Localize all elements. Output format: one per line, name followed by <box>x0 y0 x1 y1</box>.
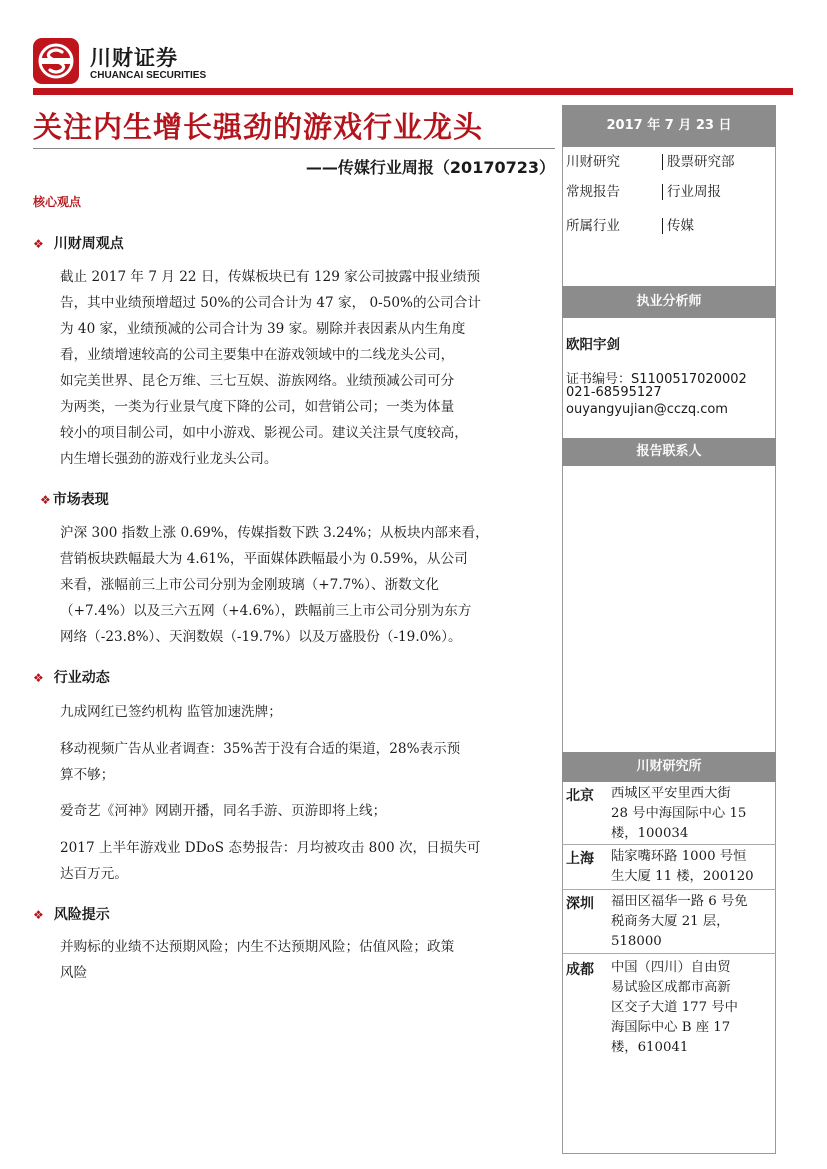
diamond-bullet-icon: ❖ <box>33 237 44 251</box>
core-view-label: 核心观点 <box>33 195 82 209</box>
office-city-chengdu: 成都 <box>566 962 594 978</box>
meta-row-report-type: 常规报告 行业周报 <box>566 184 721 200</box>
header-red-bar <box>33 88 793 95</box>
title-divider <box>33 148 555 149</box>
report-title: 关注内生增长强劲的游戏行业龙头 <box>33 110 484 144</box>
office-city-shenzhen: 深圳 <box>566 896 594 912</box>
analyst-email[interactable]: ouyangyujian@cczq.com <box>566 402 728 417</box>
office-divider <box>562 844 776 845</box>
paragraph-weekly-view: 截止 2017 年 7 月 22 日，传媒板块已有 129 家公司披露中报业绩预 告，其中业绩预增超过 50%的公司合计为 47 家， 0-50%的公司合计 为 40 家，业绩预减的公司合计为 39 家。剔除并表因素从内生角度 看，业绩增速较高的公司主要集中在游戏领域中的二线龙头公司， 如完美世界、昆仑万维、三七互娱、游族网络。业绩预减公司可分 为两类，一类为行业景气度下降的公司，如营销公司；一类为体量 较小的项目制公司，如中小游戏、影视公司。建议关注景气度较高， 内生增长强劲的游戏行业龙头公司。 <box>60 269 481 467</box>
analyst-phone: 021-68595127 <box>566 385 662 400</box>
office-address-chengdu: 中国（四川）自由贸 易试验区成都市高新 区交子大道 177 号中 海国际中心 B 座 17 楼，610041 <box>611 960 738 1055</box>
office-address-shenzhen: 福田区福华一路 6 号免 税商务大厦 21 层， 518000 <box>611 894 748 949</box>
section-heading-weekly-view: ❖ 川财周观点 <box>33 236 124 252</box>
diamond-bullet-icon: ❖ <box>33 671 44 685</box>
section-heading-risk: ❖ 风险提示 <box>33 907 110 923</box>
report-date-band: 2017 年 7 月 23 日 <box>562 105 776 147</box>
diamond-bullet-icon: ❖ <box>40 493 51 507</box>
news-item: 九成网红已签约机构 监管加速洗牌； <box>60 704 282 720</box>
news-item: 爱奇艺《河神》网剧开播，同名手游、页游即将上线； <box>60 803 387 819</box>
paragraph-market: 沪深 300 指数上涨 0.69%，传媒指数下跌 3.24%；从板块内部来看， 营销板块跌幅最大为 4.61%，平面媒体跌幅最小为 0.59%，从公司 来看，涨幅前三上市公司分别为金刚玻璃（+7.7%）、浙数文化 （+7.4%）以及三六五网（+4.6%），跌幅前三上市公司分别为东方 网络（-23.8%）、天润数娱（-19.7%）以及万盛股份（-19.0%）。 <box>60 525 489 645</box>
meta-row-industry: 所属行业 传媒 <box>566 218 694 234</box>
paragraph-risk: 并购标的业绩不达预期风险；内生不达预期风险；估值风险；政策 风险 <box>60 939 455 981</box>
news-item: 2017 上半年游戏业 DDoS 态势报告：月均被攻击 800 次，日损失可 达百万元。 <box>60 840 481 882</box>
office-city-beijing: 北京 <box>566 788 594 804</box>
diamond-bullet-icon: ❖ <box>33 908 44 922</box>
news-item: 移动视频广告从业者调查：35%苦于没有合适的渠道，28%表示预 算不够； <box>60 741 461 783</box>
report-subtitle: ——传媒行业周报（20170723） <box>305 158 555 177</box>
brand-name-cn: 川财证券 <box>90 46 178 70</box>
office-address-shanghai: 陆家嘴环路 1000 号恒 生大厦 11 楼，200120 <box>611 849 754 884</box>
section-heading-industry-news: ❖ 行业动态 <box>33 670 110 686</box>
office-divider <box>562 953 776 954</box>
brand-name-en: CHUANCAI SECURITIES <box>90 70 207 81</box>
office-divider <box>562 889 776 890</box>
analyst-name: 欧阳宇剑 <box>566 337 620 353</box>
analyst-cert: 证书编号：S1100517020002 <box>566 372 747 387</box>
meta-row-research: 川财研究 股票研究部 <box>566 154 735 170</box>
section-heading-market: ❖ 市场表现 <box>40 492 109 508</box>
contact-band: 报告联系人 <box>562 438 776 466</box>
chuancai-logo-icon <box>33 38 79 84</box>
analyst-band: 执业分析师 <box>562 286 776 318</box>
office-city-shanghai: 上海 <box>566 851 594 867</box>
office-address-beijing: 西城区平安里西大街 28 号中海国际中心 15 楼，100034 <box>611 786 747 841</box>
institute-band: 川财研究所 <box>562 752 776 782</box>
